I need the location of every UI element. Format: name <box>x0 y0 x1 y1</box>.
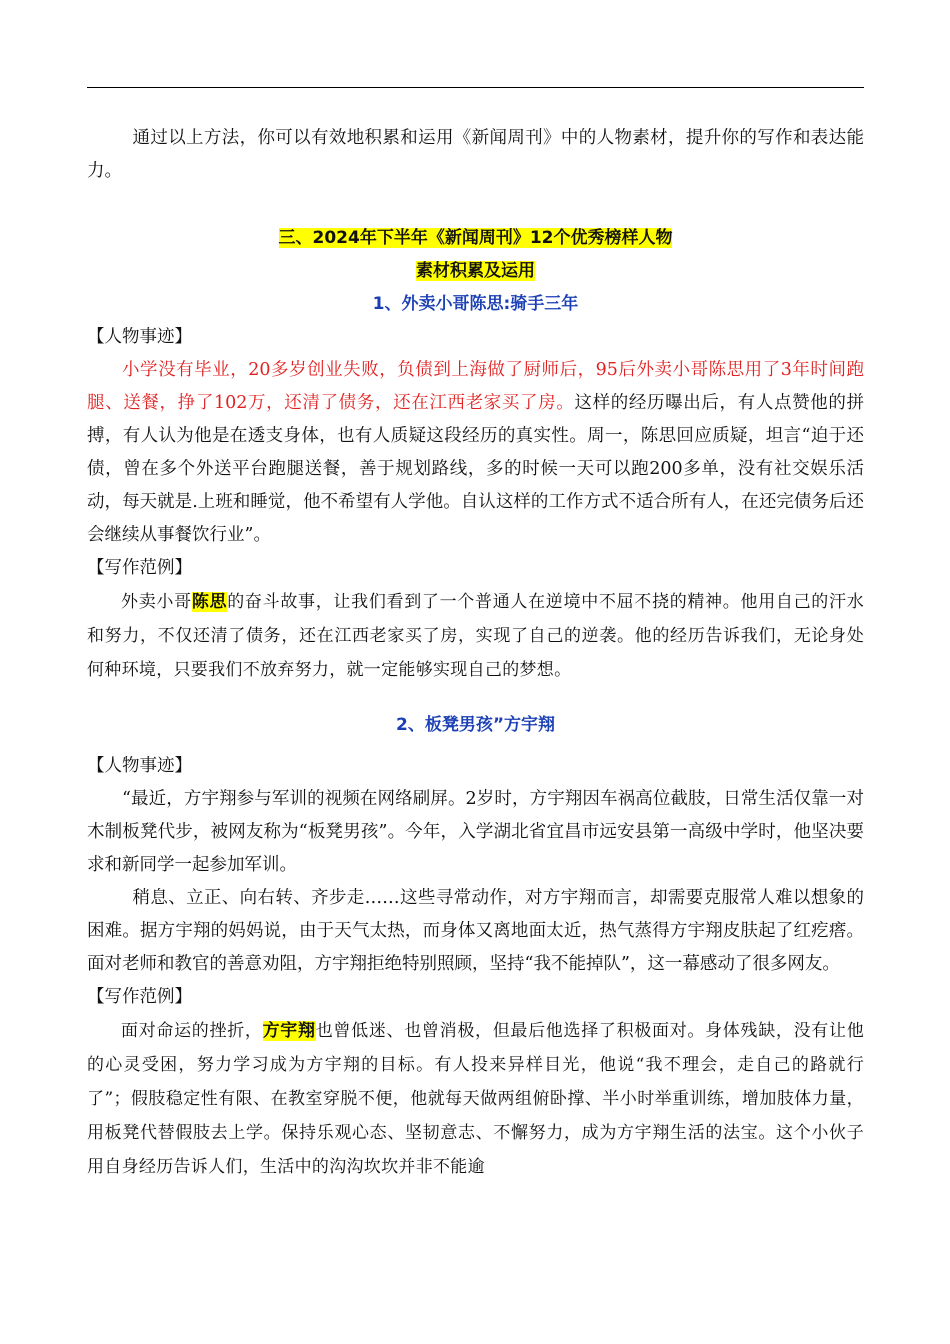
person1-example-post: 的奋斗故事，让我们看到了一个普通人在逆境中不屈不挠的精神。他用自己的汗水和努力，不仅还清了债务，还在江西老家买了房，实现了自己的逆袭。他的经历告诉我们，无论身处何种环境，只要我们不放弃努力，就一定能够实现自己的梦想。 <box>87 592 864 680</box>
person1-story <box>87 354 864 552</box>
person2-example-pre: 面对命运的挫折， <box>121 1021 263 1041</box>
person2-example-name: 方宇翔 <box>262 1021 316 1041</box>
person1-example-name: 陈思 <box>191 592 228 612</box>
person1-title: 1、外卖小哥陈思:骑手三年 <box>372 294 579 314</box>
intro-paragraph: 通过以上方法，你可以有效地积累和运用《新闻周刊》中的人物素材，提升你的写作和表达能力。 <box>87 128 864 181</box>
person2-example-label: 【写作范例】 <box>87 987 192 1007</box>
person1-example-pre: 外卖小哥 <box>121 592 192 612</box>
person1-story-highlight: 小学没有毕业，20多岁创业失败，负债到上海做了厨师后，95后外卖小哥陈思用了3年时间跑腿、送餐，挣了102万，还清了债务，还在江西老家买了房。 <box>87 360 864 413</box>
document-body <box>87 122 864 1184</box>
section-subtitle <box>87 255 864 288</box>
section-title <box>87 222 864 255</box>
header-rule <box>87 87 864 88</box>
person1-story-label: 【人物事迹】 <box>87 327 192 347</box>
person2-story-paragraph-2: 稍息、立正、向右转、齐步走……这些寻常动作，对方宇翔而言，却需要克服常人难以想象的困难。据方宇翔的妈妈说，由于天气太热，而身体又离地面太近，热气蒸得方宇翔皮肤起了红疙瘩。面对老师和教官的善意劝阻，方宇翔拒绝特别照顾，坚持“我不能掉队”，这一幕感动了很多网友。 <box>87 888 864 974</box>
person1-example-label: 【写作范例】 <box>87 558 192 578</box>
person1-story-rest: 这样的经历曝出后，有人点赞他的拼搏，有人认为他是在透支身体，也有人质疑这段经历的真实性。周一，陈思回应质疑，坦言“迫于还债，曾在多个外送平台跑腿送餐，善于规划路线，多的时候一天可以跑200多单，没有社交娱乐活动，每天就是.上班和睡觉，他不希望有人学他。自认这样的工作方式不适合所有人，在还完债务后还会继续从事餐饮行业”。 <box>87 393 864 545</box>
person2-example <box>87 1014 864 1184</box>
person2-story-label: 【人物事迹】 <box>87 756 192 776</box>
section-title-line1: 三、2024年下半年《新闻周刊》12个优秀榜样人物 <box>278 228 673 248</box>
section-title-line2: 素材积累及运用 <box>416 261 535 281</box>
person2-example-post: 也曾低迷、也曾消极，但最后他选择了积极面对。身体残缺，没有让他的心灵受困，努力学习成为方宇翔的目标。有人投来异样目光，他说“我不理会，走自己的路就行了”；假肢稳定性有限、在教室穿脱不便，他就每天做两组俯卧撑、半小时举重训练，增加肢体力量，用板凳代替假肢去上学。保持乐观心态、坚韧意志、不懈努力，成为方宇翔生活的法宝。这个小伙子用自身经历告诉人们，生活中的沟沟坎坎并非不能逾 <box>87 1021 864 1177</box>
person2-title: 2、板凳男孩”方宇翔 <box>395 715 555 735</box>
person1-example <box>87 585 864 687</box>
person2-story-paragraph-1: “最近，方宇翔参与军训的视频在网络刷屏。2岁时，方宇翔因车祸高位截肢，日常生活仅靠一对木制板凳代步，被网友称为“板凳男孩”。今年，入学湖北省宜昌市远安县第一高级中学时，他坚决要求和新同学一起参加军训。 <box>87 789 864 875</box>
